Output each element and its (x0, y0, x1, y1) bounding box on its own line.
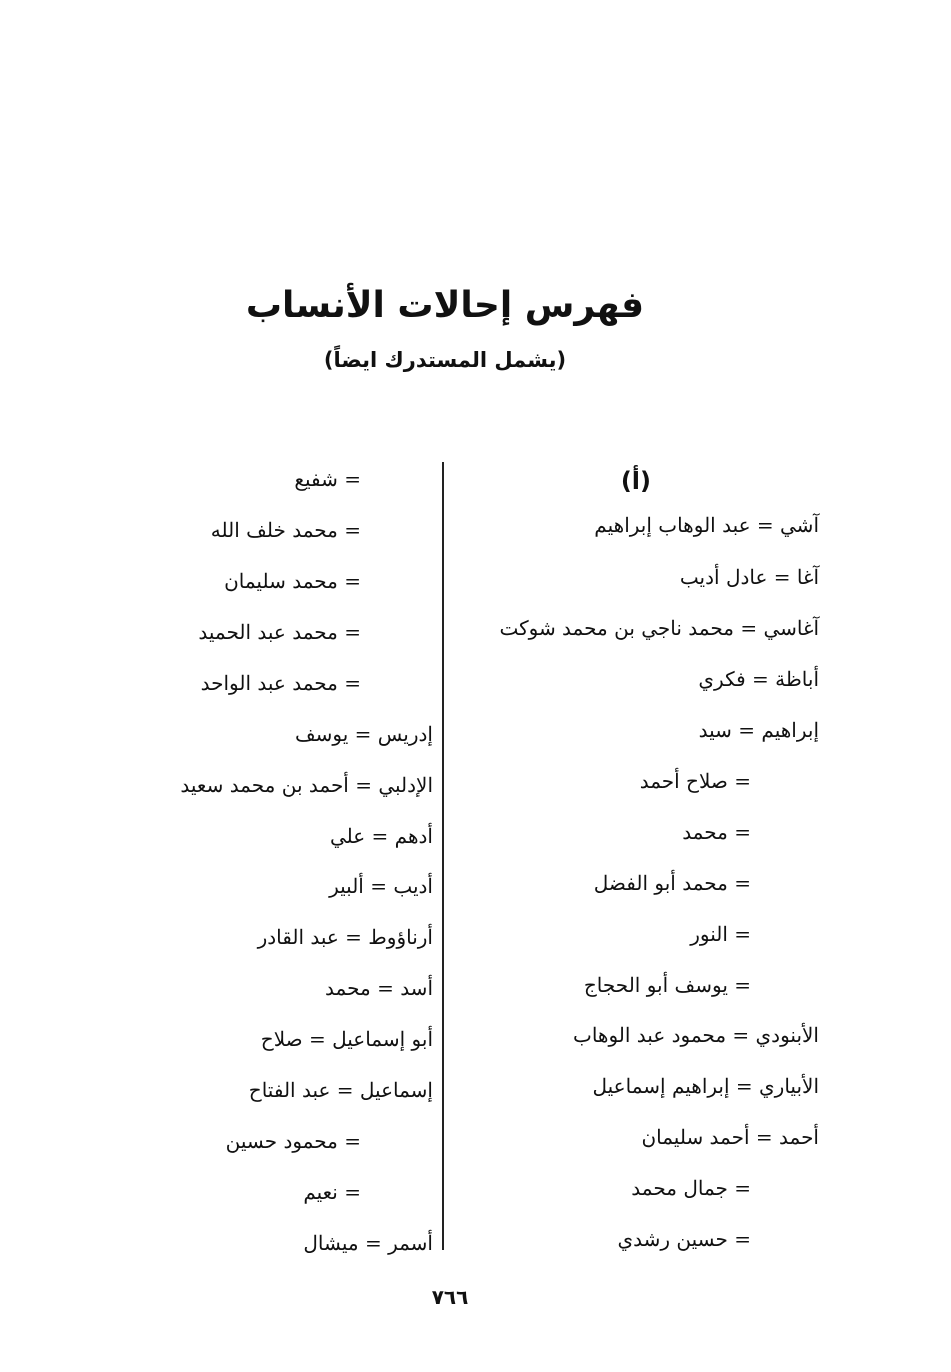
index-subentry: = محمد سليمان (224, 569, 361, 593)
index-entry: آغاسي = محمد ناجي بن محمد شوكت (499, 616, 819, 640)
index-entry: الأبياري = إبراهيم إسماعيل (592, 1074, 819, 1098)
index-entry: أدهم = علي (329, 824, 433, 848)
index-entry: آغا = عادل أديب (679, 565, 819, 589)
index-entry: أديب = ألبير (329, 874, 433, 898)
index-subentry: = محمود حسين (225, 1129, 361, 1153)
index-entry: آشي = عبد الوهاب إبراهيم (594, 513, 819, 537)
section-letter-heading: (أ) (620, 467, 651, 495)
index-subentry: = محمد (682, 820, 751, 844)
index-subentry: = صلاح أحمد (639, 769, 751, 793)
index-entry: أسد = محمد (325, 976, 433, 1000)
page-subtitle: (يشمل المستدرك ايضاً) (323, 348, 567, 372)
index-entry: أباظة = فكري (698, 667, 819, 691)
index-entry: إبراهيم = سيد (698, 718, 819, 742)
index-subentry: = يوسف أبو الحجاج (583, 973, 751, 997)
index-subentry: = نعيم (303, 1180, 361, 1204)
page-title: فهرس إحالات الأنساب (245, 285, 645, 326)
index-subentry: = جمال محمد (631, 1176, 751, 1200)
index-subentry: = محمد أبو الفضل (593, 871, 751, 895)
index-entry: أحمد = أحمد سليمان (641, 1125, 819, 1149)
index-entry: الأبنودي = محمود عبد الوهاب (573, 1023, 819, 1047)
index-entry: الإدلبي = أحمد بن محمد سعيد (180, 773, 433, 797)
index-entry: أبو إسماعيل = صلاح (260, 1027, 433, 1051)
index-subentry: = شفيع (294, 467, 361, 491)
index-subentry: = محمد عبد الواحد (200, 671, 361, 695)
column-divider (442, 462, 444, 1250)
index-entry: إدريس = يوسف (294, 722, 433, 746)
index-subentry: = النور (690, 922, 751, 946)
index-entry: إسماعيل = عبد الفتاح (248, 1078, 433, 1102)
index-entry: أسمر = ميشال (303, 1231, 433, 1255)
page-number: ٧٦٦ (431, 1285, 469, 1309)
index-subentry: = حسين رشدي (617, 1227, 751, 1251)
index-entry: أرناؤوط = عبد القادر (257, 925, 433, 949)
index-subentry: = محمد عبد الحميد (198, 620, 361, 644)
index-subentry: = محمد خلف الله (210, 518, 361, 542)
